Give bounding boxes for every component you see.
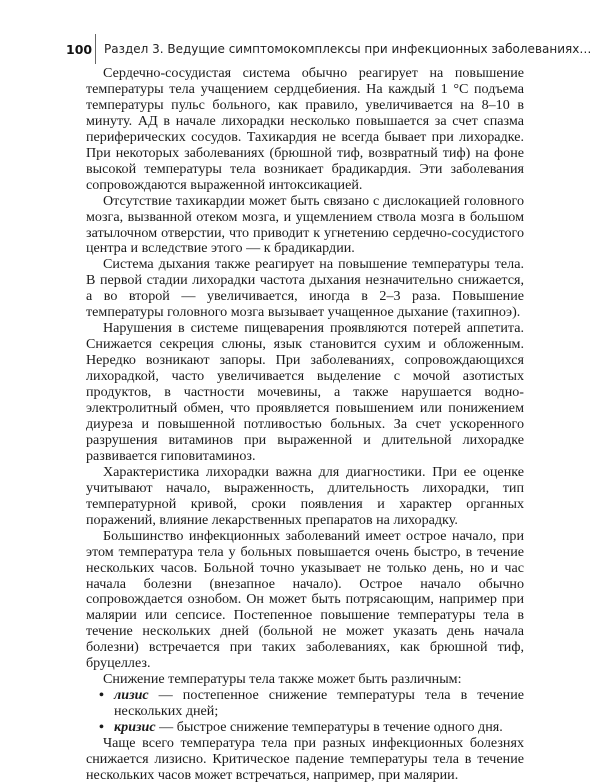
bullet-item-crisis bbox=[86, 720, 524, 736]
page-header bbox=[62, 34, 592, 64]
paragraph-cardiovascular: Сердечно-сосудистая система обычно реагирует на повышение температуры тела учащением сердцебиения. На каждый 1 °С подъема температуры пульс больного, как правило, увеличивается на 8–10 в минуту. АД в начале лихорадки несколько повышается за счет спазма периферических сосудов. Тахикардия не всегда бывает при лихорадке. При некоторых заболеваниях (брюшной тиф, возвратный тиф) на фоне высокой температуры тела возникает брадикардия. Эти заболевания сопровождаются выраженной интоксикацией. bbox=[86, 65, 524, 193]
bullet-marker: • bbox=[99, 687, 104, 704]
header-divider bbox=[95, 34, 96, 64]
term-lysis: лизис bbox=[114, 687, 149, 704]
bullet-marker: • bbox=[99, 719, 104, 736]
bullet-text-lysis: — постепенное снижение температуры тела в течение нескольких дней; bbox=[114, 687, 524, 720]
paragraph-fever-characteristics: Характеристика лихорадки важна для диагностики. При ее оценке учитывают начало, выраженность, длительность лихорадки, тип температурной кривой, сроки появления и характер органных поражений, влияние лекарственных препаратов на лихорадку. bbox=[86, 463, 524, 528]
bullet-list bbox=[86, 688, 524, 736]
paragraph-onset: Большинство инфекционных заболеваний имеет острое начало, при этом температура тела у больных повышается очень быстро, в течение нескольких часов. Больной точно указывает не только день, но и час начала болезни (внезапное начало). Острое начало обычно сопровождается ознобом. Он может быть потрясающим, например при малярии или сепсисе. Постепенное повышение температуры тела в течение нескольких дней (больной не может указать день начала болезни) встречается при таких заболеваниях, как брюшной тиф, бруцеллез. bbox=[86, 527, 524, 672]
page-number: 100 bbox=[66, 42, 93, 57]
paragraph-respiration: Система дыхания также реагирует на повышение температуры тела. В первой стадии лихорадки частота дыхания незначительно снижается, а во второй — увеличивается, иногда в 2–3 раза. Повышение температуры головного мозга вызывает учащенное дыхание (тахипноэ). bbox=[86, 256, 524, 321]
running-head: Раздел 3. Ведущие симптомокомплексы при инфекционных заболеваниях… bbox=[104, 42, 592, 56]
paragraph-digestion: Нарушения в системе пищеварения проявляются потерей аппетита. Снижается секреция слюны, язык становится сухим и обложенным. Нередко возникают запоры. При заболеваниях, сопровождающихся лихорадкой, часто увеличивается выделение с мочой азотистых продуктов, в частности мочевины, а также нарушается водно-электролитный обмен, что проявляется повышением или понижением диуреза и повышенной потливостью больных. За счет ускоренного разрушения витаминов при выраженной и длительной лихорадке развивается гиповитаминоз. bbox=[86, 320, 524, 464]
term-crisis: кризис bbox=[114, 719, 156, 736]
bullet-item-lysis bbox=[86, 688, 524, 720]
page-body bbox=[86, 66, 524, 784]
paragraph-temperature-decrease: Снижение температуры тела также может быть различным: bbox=[103, 671, 462, 688]
bullet-text-crisis: — быстрое снижение температуры в течение одного дня. bbox=[155, 719, 503, 736]
paragraph-closing: Чаще всего температура тела при разных инфекционных болезнях снижается лизисно. Критическое падение температуры тела в течение нескольких часов может встречаться, например, при малярии. bbox=[86, 735, 524, 783]
paragraph-bradycardia: Отсутствие тахикардии может быть связано с дислокацией головного мозга, вызванной отеком мозга, и ущемлением ствола мозга в большом затылочном отверстии, что приводит к угнетению сердечно-сосудистого центра и вследствие этого — к брадикардии. bbox=[86, 192, 524, 257]
